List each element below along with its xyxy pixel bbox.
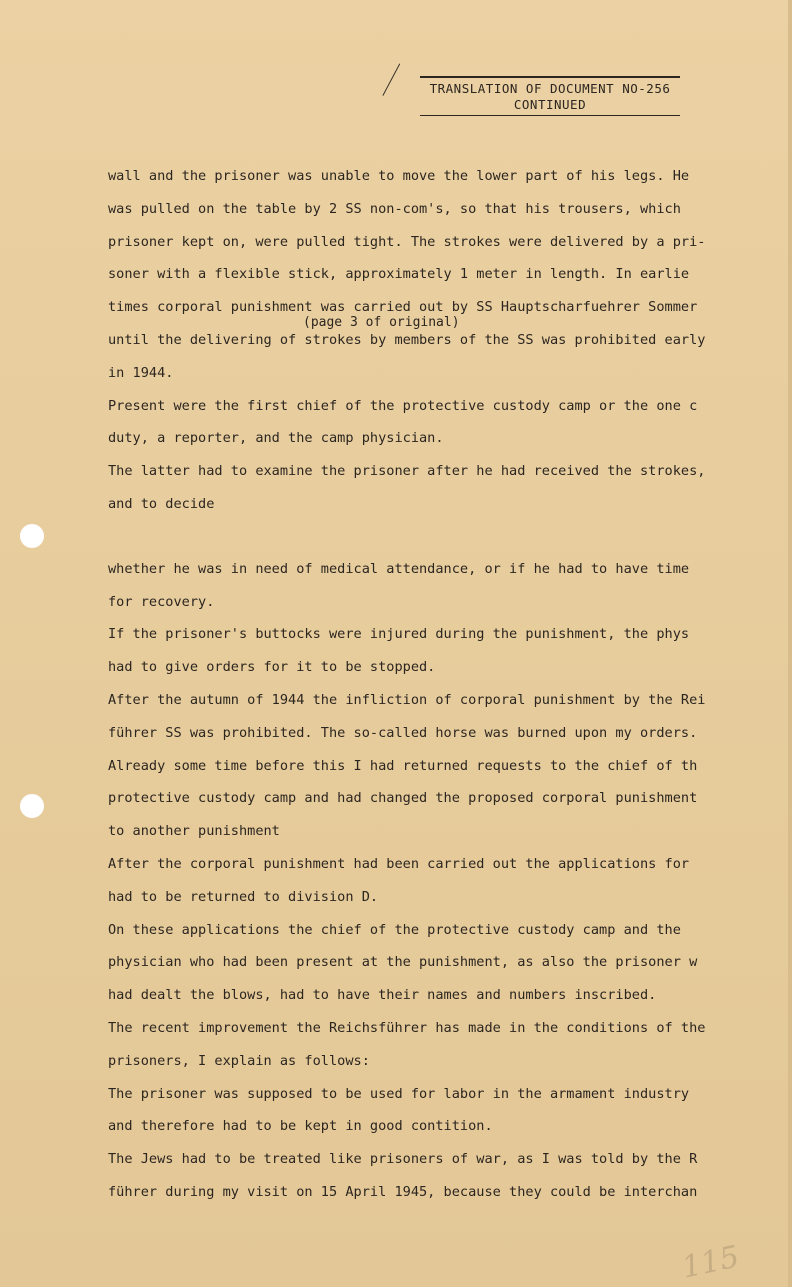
text-line: whether he was in need of medical attendance, or if he had to have time — [108, 560, 690, 577]
text-line: protective custody camp and had changed the proposed corporal punishment — [108, 790, 698, 807]
header-title: TRANSLATION OF DOCUMENT NO-256 — [429, 80, 671, 96]
text-line: had to give orders for it to be stopped. — [108, 659, 436, 676]
header-top-rule — [420, 76, 680, 78]
text-line: and to decide — [108, 495, 215, 512]
text-line: for recovery. — [108, 593, 215, 610]
text-line: Already some time before this I had returned requests to the chief of th — [108, 757, 698, 774]
pen-mark — [382, 64, 400, 96]
section-gap — [108, 521, 738, 553]
text-line: to another punishment — [108, 823, 280, 840]
text-line: had to be returned to division D. — [108, 888, 379, 905]
punch-hole — [20, 794, 44, 818]
text-line: On these applications the chief of the protective custody camp and the — [108, 921, 681, 938]
text-line: times corporal punishment was carried out by SS Hauptscharfuehrer Sommer — [108, 299, 698, 316]
text-line: After the autumn of 1944 the infliction of corporal punishment by the Rei — [108, 691, 706, 708]
text-line: führer SS was prohibited. The so-called horse was burned upon my orders. — [108, 724, 698, 741]
document-body — [108, 160, 738, 1209]
original-page-note: (page 3 of original) — [303, 315, 460, 330]
text-line: prisoner kept on, were pulled tight. The strokes were delivered by a pri- — [108, 233, 706, 250]
text-line: The prisoner was supposed to be used for labor in the armament industry — [108, 1085, 690, 1102]
text-line: soner with a flexible stick, approximately 1 meter in length. In earlie — [108, 266, 690, 283]
text-line: If the prisoner's buttocks were injured during the punishment, the phys — [108, 626, 690, 643]
text-line: After the corporal punishment had been carried out the applications for — [108, 855, 690, 872]
text-line: führer during my visit on 15 April 1945, because they could be interchan — [108, 1183, 698, 1200]
handwritten-page-number: 115 — [678, 1239, 743, 1286]
text-line: duty, a reporter, and the camp physician. — [108, 430, 444, 447]
header-subtitle: CONTINUED — [513, 96, 587, 112]
page-edge — [788, 0, 792, 1287]
text-line: until the delivering of strokes by members of the SS was prohibited early — [108, 331, 706, 348]
text-line: had dealt the blows, had to have their names and numbers inscribed. — [108, 987, 657, 1004]
header-bottom-rule — [420, 115, 680, 117]
text-line: Present were the first chief of the protective custody camp or the one c — [108, 397, 698, 414]
text-line: prisoners, I explain as follows: — [108, 1052, 370, 1069]
text-line: and therefore had to be kept in good contition. — [108, 1118, 493, 1135]
text-line: The latter had to examine the prisoner after he had received the strokes, — [108, 463, 706, 480]
text-line: physician who had been present at the punishment, as also the prisoner w — [108, 954, 698, 971]
text-line: wall and the prisoner was unable to move the lower part of his legs. He — [108, 168, 690, 184]
punch-hole — [20, 524, 44, 548]
text-line: in 1944. — [108, 364, 174, 381]
document-header — [420, 76, 680, 116]
text-line: The recent improvement the Reichsführer has made in the conditions of the — [108, 1019, 706, 1036]
text-line: The Jews had to be treated like prisoners of war, as I was told by the R — [108, 1151, 698, 1168]
text-line: was pulled on the table by 2 SS non-com's, so that his trousers, which — [108, 200, 681, 217]
